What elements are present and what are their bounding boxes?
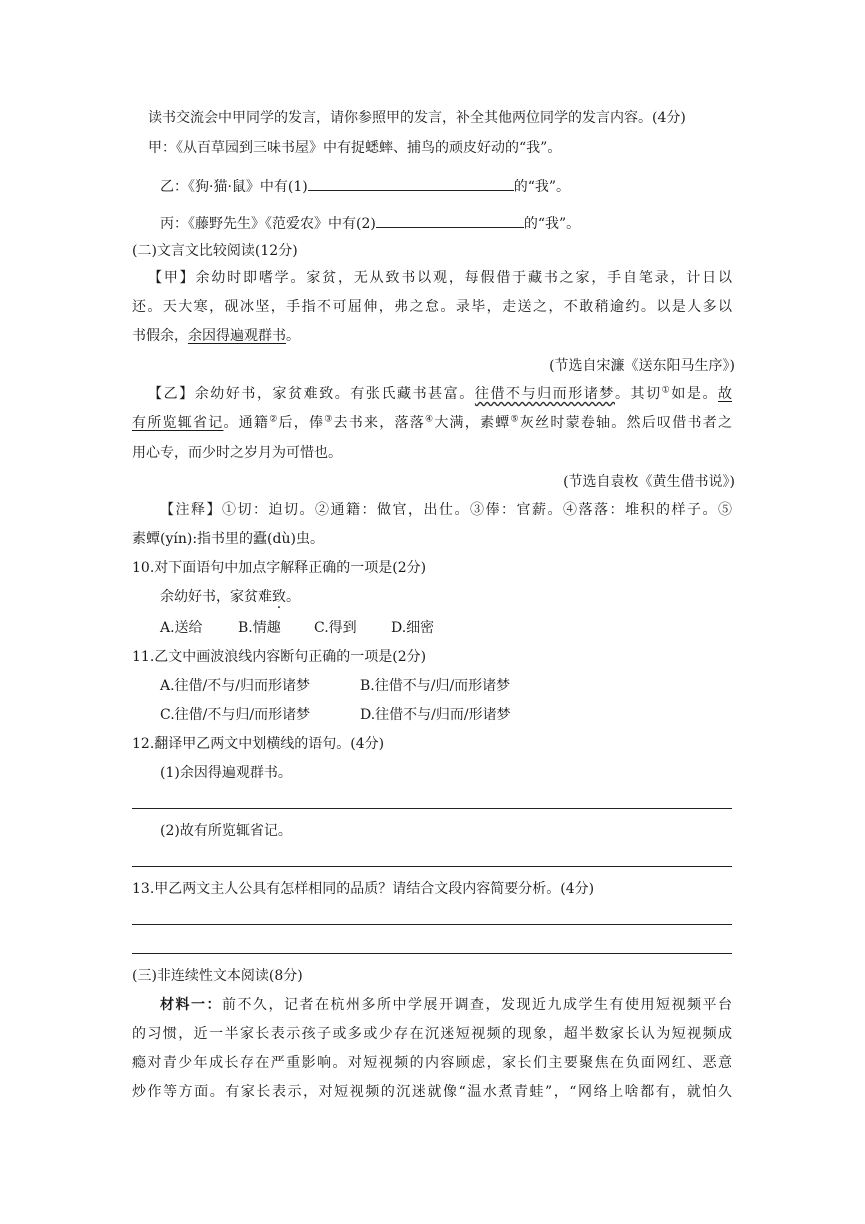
passage-yi-line2-b: 后，俸 — [278, 415, 325, 431]
passage-yi-line3: 用心专，而少时之岁月为可惜也。 — [132, 445, 342, 461]
passage-jia-line1: 【甲】余幼时即嗜学。家贫，无从致书以观，每假借于藏书之家，手自笔录，计日以 — [148, 270, 732, 286]
passage-jia-line3 — [132, 326, 300, 346]
passage-yi-line1 — [148, 384, 732, 404]
annotation-line1: 【注释】①切：迫切。②通籍：做官，出仕。③俸：官薪。④落落：堆积的样子。⑤ — [160, 502, 732, 518]
question-10-sentence-start: 余幼好书，家贫难 — [160, 589, 272, 605]
question-12-stem: 12.翻译甲乙两文中划横线的语句。(4分) — [132, 736, 385, 752]
passage-yi-line2-e: 灰丝时蒙卷轴。然后叹借书者之 — [519, 415, 732, 431]
passage-yi-line1-a: 【乙】余幼好书，家贫难致。有张氏藏书甚富。 — [148, 386, 475, 402]
answer-line-12-1[interactable] — [132, 808, 732, 809]
passage-yi-line1-c: 如是。 — [671, 386, 719, 402]
question-12-item-2: (2)故有所览辄省记。 — [160, 823, 292, 839]
annotation-line2: 素蟫(yín):指书里的蠹(dù)虫。 — [132, 531, 324, 547]
section3-title: (三)非连续性文本阅读(8分) — [132, 968, 303, 984]
underlined-sentence-jia: 余因得遍观群书 — [188, 328, 286, 344]
question-10-option-c[interactable]: C.得到 — [314, 620, 357, 636]
intro-instruction: 读书交流会中甲同学的发言，请你参照甲的发言，补全其他两位同学的发言内容。(4分) — [148, 110, 686, 126]
intro-yi — [160, 175, 570, 197]
question-10-stem: 10.对下面语句中加点字解释正确的一项是(2分) — [132, 560, 427, 576]
underlined-sentence-yi-start: 故 — [718, 386, 733, 402]
material-1-line4: 炒作等方面。有家长表示，对短视频的沉迷就像“温水煮青蛙”，“网络上啥都有，就怕久 — [132, 1084, 732, 1100]
wavy-underlined-sentence: 往借不与归而形诸梦 — [474, 386, 615, 402]
passage-jia-line3-end: 。 — [286, 328, 300, 344]
passage-yi-line2 — [132, 413, 732, 433]
passage-jia-line2: 还。天大寒，砚冰坚，手指不可屈伸，弗之怠。录毕，走送之，不敢稍逾约。以是人多以 — [132, 299, 732, 315]
question-11-option-a[interactable]: A.往借/不与/归而形诸梦 — [160, 678, 310, 694]
passage-yi-source: (节选自袁枚《黄生借书说》) — [563, 474, 735, 490]
question-10-option-d[interactable]: D.细密 — [391, 620, 435, 636]
material-1-line1 — [160, 995, 732, 1015]
intro-yi-prefix: 乙：《狗·猫·鼠》中有(1) — [160, 179, 308, 195]
intro-bing-suffix: 的“我”。 — [523, 216, 581, 232]
intro-bing — [160, 212, 580, 234]
footnote-mark-3: ③ — [324, 414, 334, 425]
question-11-option-c[interactable]: C.往借/不与归/而形诸梦 — [160, 707, 311, 723]
answer-blank-2[interactable] — [376, 212, 524, 228]
question-10-sentence — [160, 587, 300, 607]
question-10-sentence-end: 。 — [286, 589, 300, 605]
intro-bing-prefix: 丙：《藤野先生》《范爱农》中有(2) — [160, 216, 376, 232]
section2-title: (二)文言文比较阅读(12分) — [132, 243, 298, 259]
footnote-mark-1: ① — [661, 385, 672, 396]
question-10-option-a[interactable]: A.送给 — [160, 620, 203, 636]
answer-line-13-1[interactable] — [132, 924, 732, 925]
footnote-mark-5: ⑤ — [510, 414, 520, 425]
answer-line-12-2[interactable] — [132, 866, 732, 867]
passage-yi-line2-a: 。通籍 — [223, 415, 270, 431]
material-1-label: 材料一： — [160, 997, 222, 1013]
intro-jia: 甲：《从百草园到三味书屋》中有捉蟋蟀、捕鸟的顽皮好动的“我”。 — [148, 140, 562, 156]
answer-line-13-2[interactable] — [132, 953, 732, 954]
passage-jia-source: (节选自宋濂《送东阳马生序》) — [549, 358, 735, 374]
material-1-line3: 瘾对青少年成长存在严重影响。对短视频的内容顾虑，家长们主要聚焦在负面网红、恶意 — [132, 1055, 732, 1071]
material-1-line1-text: 前不久，记者在杭州多所中学展开调查，发现近九成学生有使用短视频平台 — [222, 997, 732, 1013]
question-13-stem: 13.甲乙两文主人公具有怎样相同的品质？请结合文段内容简要分析。(4分) — [132, 881, 595, 897]
material-1-line2: 的习惯，近一半家长表示孩子或多或少存在沉迷短视频的现象，超半数家长认为短视频成 — [132, 1026, 732, 1042]
dotted-character: 致 — [272, 589, 286, 605]
passage-jia-line3-start: 书假余， — [132, 328, 188, 344]
question-11-option-d[interactable]: D.往借不与/归而/形诸梦 — [360, 707, 511, 723]
footnote-mark-2: ② — [269, 414, 279, 425]
question-11-stem: 11.乙文中画波浪线内容断句正确的一项是(2分) — [132, 649, 427, 665]
answer-blank-1[interactable] — [308, 175, 514, 191]
question-12-item-1: (1)余因得遍观群书。 — [160, 765, 292, 781]
footnote-mark-4: ④ — [425, 414, 435, 425]
underlined-sentence-yi-end: 有所览辄省记 — [132, 415, 224, 431]
passage-yi-line2-d: 大满，素蟫 — [434, 415, 511, 431]
passage-yi-line2-c: 去书来，落落 — [333, 415, 425, 431]
intro-yi-suffix: 的“我”。 — [513, 179, 571, 195]
question-11-option-b[interactable]: B.往借不与/归/而形诸梦 — [360, 678, 511, 694]
question-10-option-b[interactable]: B.情趣 — [238, 620, 281, 636]
passage-yi-line1-b: 。其切 — [614, 386, 662, 402]
